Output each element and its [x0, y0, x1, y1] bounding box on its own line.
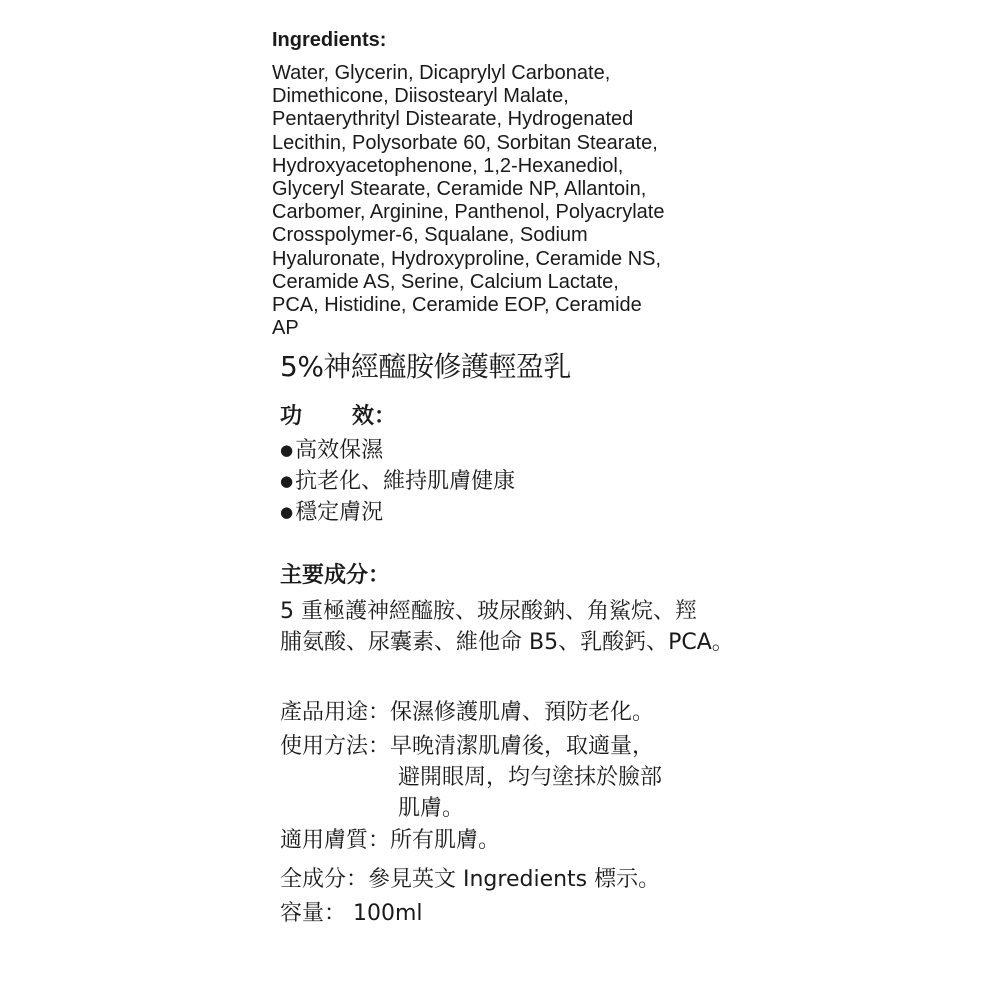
- volume: 容量： 100ml: [280, 901, 423, 926]
- ingredients-line: Glyceryl Stearate, Ceramide NP, Allantoin,: [272, 178, 647, 201]
- effect-item: [280, 436, 515, 467]
- ingredients-line: Crosspolymer-6, Squalane, Sodium: [272, 224, 588, 247]
- effect-item-text: 穩定膚況: [295, 500, 384, 525]
- ingredients-line: AP: [272, 317, 299, 340]
- ingredients-line: Hyaluronate, Hydroxyproline, Ceramide NS,: [272, 247, 662, 270]
- bullet-icon: ●: [280, 441, 294, 459]
- key-ingredients-line: 5 重極護神經醯胺、玻尿酸鈉、角鯊烷、羥: [280, 599, 697, 624]
- usage-method: [280, 731, 662, 824]
- effect-item-text: 抗老化、維持肌膚健康: [295, 469, 516, 494]
- usage-method-line: 使用方法：早晚清潔肌膚後，取適量，: [280, 734, 655, 759]
- ingredients-line: Dimethicone, Diisostearyl Malate,: [272, 85, 569, 108]
- ingredients-line: Hydroxyacetophenone, 1,2-Hexanediol,: [272, 154, 624, 177]
- usage-method-line: 肌膚。: [398, 796, 465, 821]
- key-ingredients-line: 脯氨酸、尿囊素、維他命 B5、乳酸鈣、PCA。: [280, 630, 734, 655]
- effect-item: [280, 467, 515, 498]
- usage-method-line: 避開眼周，均勻塗抹於臉部: [398, 765, 663, 790]
- bullet-icon: ●: [280, 503, 294, 521]
- skin-type: 適用膚質：所有肌膚。: [280, 828, 501, 853]
- product-use: 產品用途：保濕修護肌膚、預防老化。: [280, 700, 655, 725]
- effects-list: [280, 436, 515, 529]
- effects-heading-part1: 功: [280, 404, 303, 429]
- full-ingredients-note: 全成分：參見英文 Ingredients 標示。: [280, 867, 661, 892]
- effects-heading: [280, 402, 396, 432]
- ingredients-heading: Ingredients:: [272, 29, 387, 51]
- effect-item-text: 高效保濕: [295, 438, 384, 463]
- product-name: 5%神經醯胺修護輕盈乳: [280, 350, 571, 383]
- ingredients-line: Pentaerythrityl Distearate, Hydrogenated: [272, 108, 634, 131]
- bullet-icon: ●: [280, 472, 294, 490]
- key-ingredients-heading: 主要成分：: [280, 563, 391, 588]
- ingredients-line: Ceramide AS, Serine, Calcium Lactate,: [272, 270, 619, 293]
- ingredients-line: Carbomer, Arginine, Panthenol, Polyacrylate: [272, 201, 665, 224]
- ingredients-line: PCA, Histidine, Ceramide EOP, Ceramide: [272, 294, 642, 317]
- ingredients-list: [272, 62, 664, 340]
- ingredients-line: Water, Glycerin, Dicaprylyl Carbonate,: [272, 62, 611, 84]
- effect-item: [280, 498, 515, 529]
- ingredients-line: Lecithin, Polysorbate 60, Sorbitan Stearate,: [272, 131, 658, 154]
- key-ingredients-text: [280, 596, 734, 658]
- effects-heading-part2: 效：: [352, 404, 397, 429]
